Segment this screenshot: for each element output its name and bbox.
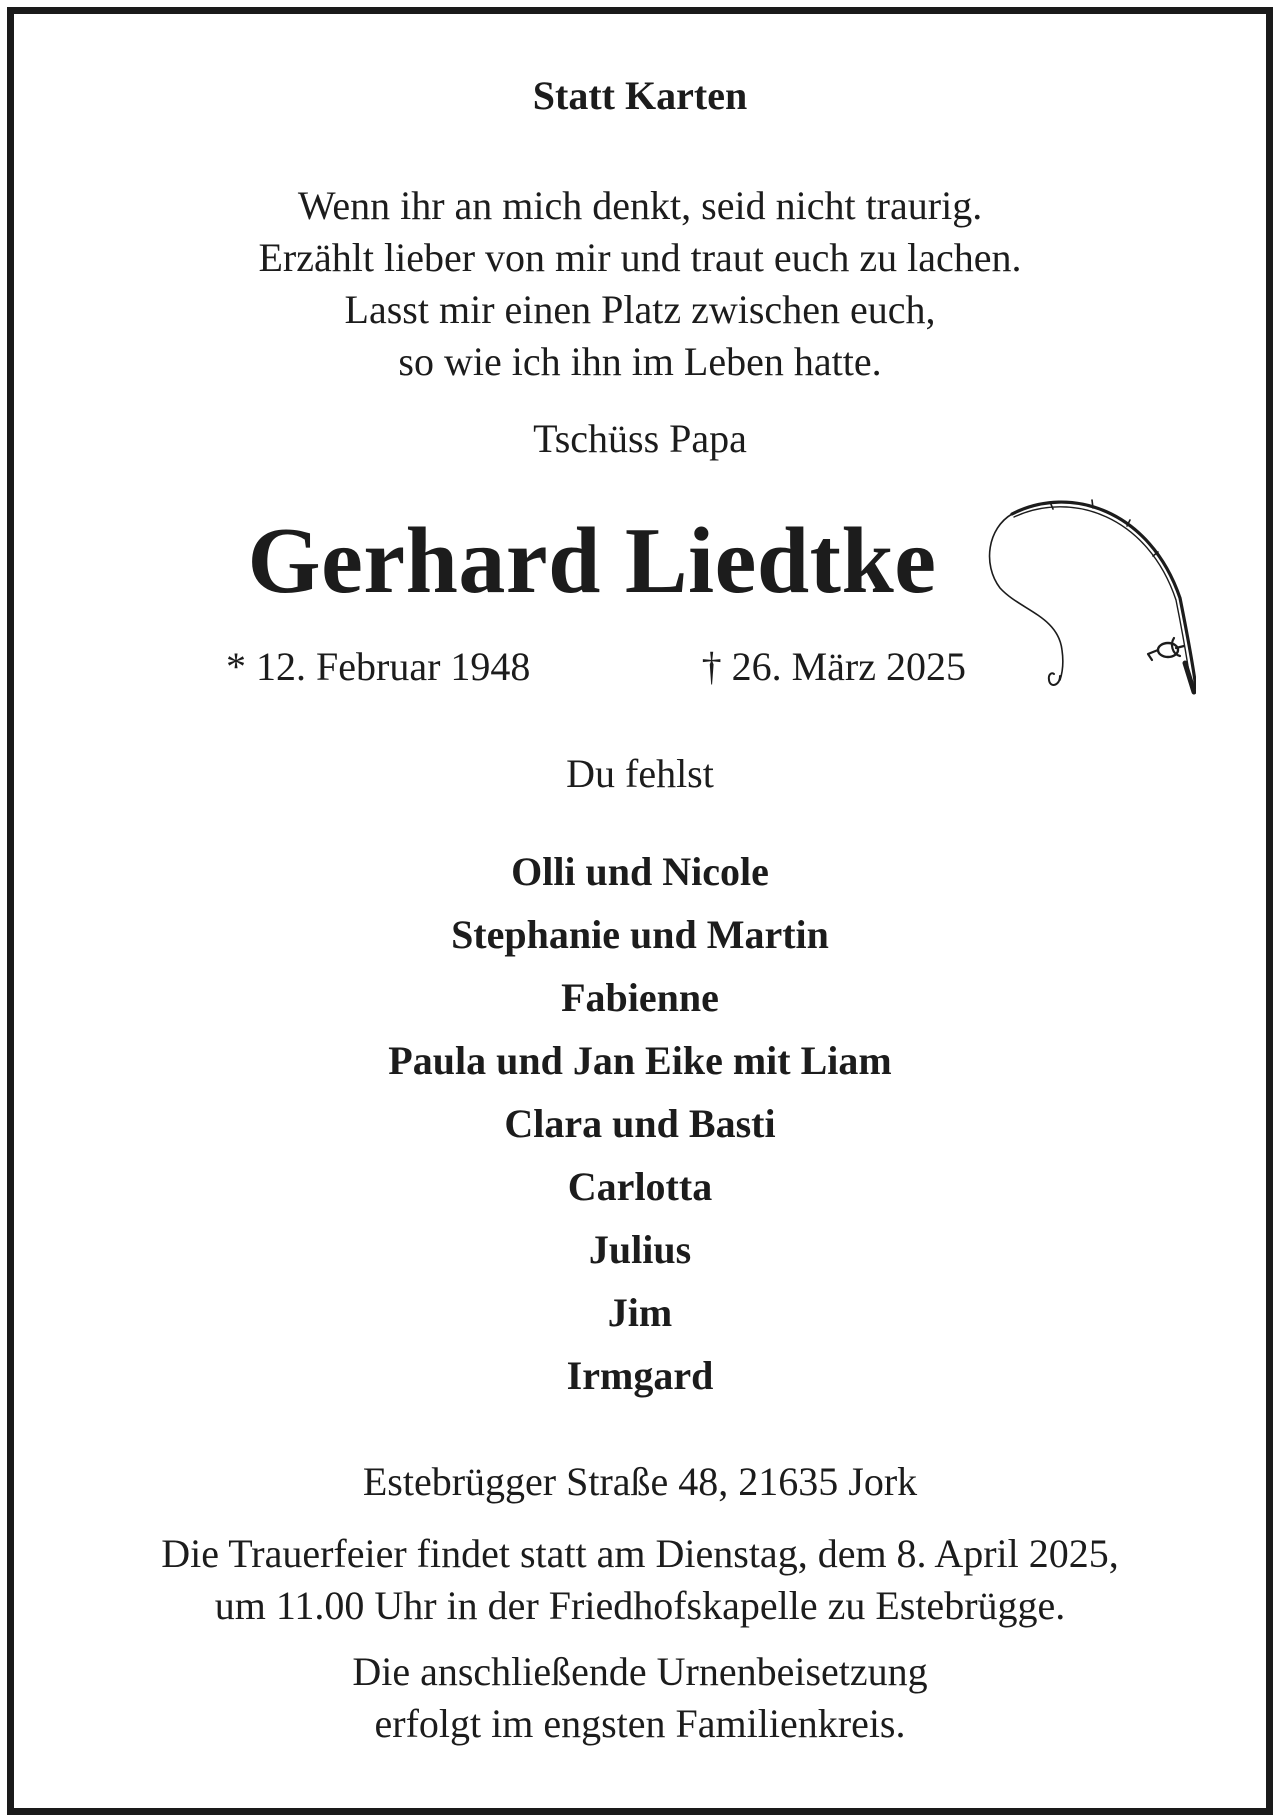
mourner-name: Olli und Nicole (511, 849, 769, 894)
mourner-name: Fabienne (561, 975, 719, 1020)
mourners-list (0, 840, 1280, 1407)
mourner-name: Paula und Jan Eike mit Liam (388, 1038, 892, 1083)
poem-line: Wenn ihr an mich denkt, seid nicht traurig. (297, 183, 983, 228)
life-dates (226, 643, 966, 691)
mourner-name: Julius (588, 1227, 692, 1272)
death-date: † 26. März 2025 (701, 644, 966, 689)
burial-info (0, 1646, 1280, 1750)
poem-line: Erzählt lieber von mir und traut euch zu lachen. (258, 235, 1022, 280)
mourner-name: Clara und Basti (504, 1101, 776, 1146)
address: Estebrügger Straße 48, 21635 Jork (362, 1459, 918, 1504)
deceased-name: Gerhard Liedtke (247, 509, 937, 613)
farewell-line: Tschüss Papa (533, 416, 747, 461)
mourner-name: Irmgard (566, 1353, 714, 1398)
poem-line: Lasst mir einen Platz zwischen euch, (344, 287, 936, 332)
mourner-name: Jim (607, 1290, 673, 1335)
ceremony-line: Die Trauerfeier findet statt am Dienstag, dem 8. April 2025, (161, 1531, 1119, 1576)
poem (0, 180, 1280, 388)
missing-line: Du fehlst (566, 751, 714, 796)
burial-line: erfolgt im engsten Familienkreis. (374, 1701, 906, 1746)
birth-date: * 12. Februar 1948 (226, 644, 531, 689)
fishing-rod-icon (980, 488, 1196, 698)
notice-header: Statt Karten (532, 73, 748, 118)
ceremony-info (0, 1528, 1280, 1632)
mourner-name: Stephanie und Martin (451, 912, 829, 957)
ceremony-line: um 11.00 Uhr in der Friedhofskapelle zu Estebrügge. (214, 1583, 1066, 1628)
burial-line: Die anschließende Urnenbeisetzung (352, 1649, 928, 1694)
mourner-name: Carlotta (567, 1164, 713, 1209)
poem-line: so wie ich ihn im Leben hatte. (398, 339, 882, 384)
